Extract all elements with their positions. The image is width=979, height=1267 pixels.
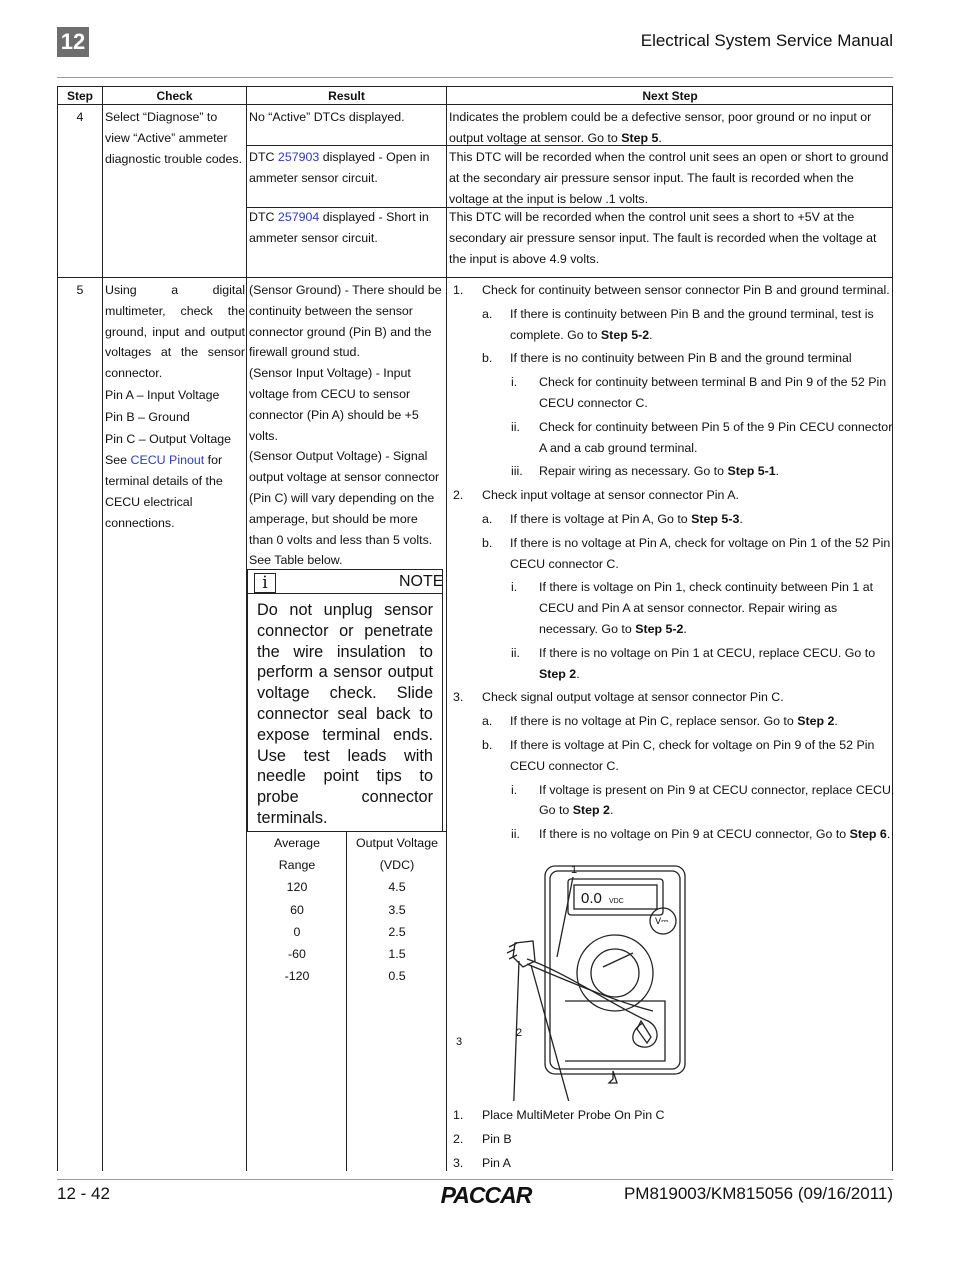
multimeter-figure xyxy=(453,861,693,1101)
next-step-marker: a. xyxy=(482,306,493,321)
dtc-257903-link[interactable]: 257903 xyxy=(277,150,320,164)
pin-b-label: Pin B – Ground xyxy=(105,409,190,424)
next-step-item xyxy=(449,780,895,822)
callout-2: 2 xyxy=(516,1027,523,1039)
next-step-marker: b. xyxy=(482,535,493,550)
header-result: Result xyxy=(328,89,365,103)
next-step-item xyxy=(449,735,895,777)
next-step-text: If there is voltage at Pin A, Go to Step 5-3. xyxy=(510,511,743,526)
sensor-output-result: (Sensor Output Voltage) - Signal output voltage at sensor connector (Pin C) will vary depending on the amperage, but should be more than 0 volts and less than 5 volts. See Table below. xyxy=(249,449,440,568)
footer-divider xyxy=(57,1179,893,1180)
pin-c-label: Pin C – Output Voltage xyxy=(105,431,232,446)
voltage-mode-label: V⎓ xyxy=(655,917,669,927)
step-4-result-1: No “Active” DTCs displayed. xyxy=(249,110,405,124)
vdc-header-line-1: Output Voltage xyxy=(356,836,438,850)
step-4-next-3: This DTC will be recorded when the control unit sees a short to +5V at the secondary air pressure sensor input. The fault is recorded when the voltage at the input is above 4.9 volts. xyxy=(449,210,877,266)
next-step-marker: b. xyxy=(482,737,493,752)
next-step-text: Repair wiring as necessary. Go to Step 5-1. xyxy=(539,464,780,479)
next-step-text: Check for continuity between sensor connector Pin B and ground terminal. xyxy=(482,283,890,297)
next-step-text: If there is no voltage on Pin 9 at CECU connector, Go to Step 6. xyxy=(539,827,891,842)
page-number: 12 - 42 xyxy=(57,1184,110,1203)
next-step-marker: 1. xyxy=(453,283,464,297)
chapter-number-badge: 12 xyxy=(57,27,89,57)
step-4-result-2: DTC 257903 displayed - Open in ammeter sensor circuit. xyxy=(249,150,430,185)
document-reference: PM819003/KM815056 (09/16/2011) xyxy=(623,1184,893,1203)
note-box xyxy=(247,569,443,832)
next-step-marker: ii. xyxy=(511,419,520,434)
column-divider xyxy=(446,87,447,1171)
note-label: NOTE xyxy=(399,573,444,590)
next-step-marker: ii. xyxy=(511,645,520,660)
note-header xyxy=(248,570,442,594)
next-step-marker: 2. xyxy=(453,488,464,503)
next-step-item xyxy=(449,372,895,414)
range-header-line-2: Range xyxy=(278,858,316,873)
next-step-marker: iii. xyxy=(511,464,523,479)
next-step-item xyxy=(449,304,895,346)
range-value: 120 xyxy=(286,880,308,895)
next-step-item xyxy=(449,824,895,845)
header-check: Check xyxy=(156,89,193,103)
row-divider xyxy=(58,277,892,278)
next-step-marker: a. xyxy=(482,714,493,729)
svg-text:PACCAR: PACCAR xyxy=(440,1182,532,1208)
step-reference: Step 2 xyxy=(539,666,577,681)
callout-line-1 xyxy=(557,877,573,957)
diagnostic-table xyxy=(57,86,893,1171)
note-text: Do not unplug sensor connector or penetrate the wire insulation to perform a sensor output voltage check. Slide connector seal back to expose terminal ends. Use test leads with needle point tips to probe connector terminals. xyxy=(257,601,433,827)
step-reference: Step 5-2 xyxy=(600,327,650,342)
callout-1: 1 xyxy=(571,864,578,876)
step-5-check xyxy=(105,280,245,534)
pin-a-label: Pin A – Input Voltage xyxy=(105,387,220,402)
next-step-item xyxy=(449,711,895,732)
header-step: Step xyxy=(66,89,93,103)
callout-line-2 xyxy=(531,965,572,1101)
dtc-257904-link[interactable]: 257904 xyxy=(277,210,320,224)
range-value: -120 xyxy=(284,969,310,984)
column-divider xyxy=(102,87,103,1171)
next-step-text: Check for continuity between terminal B and Pin 9 of the 52 Pin CECU connector C. xyxy=(539,375,887,410)
range-value: 60 xyxy=(290,902,304,917)
next-step-item xyxy=(449,687,895,708)
next-step-text: If there is voltage on Pin 1, check continuity between Pin 1 at CECU and Pin A at sensor connector. Repair wiring as necessary. Go to Step 5-2. xyxy=(539,580,874,636)
step-4-next-2: This DTC will be recorded when the control unit sees an open or short to ground at the secondary air pressure sensor input. The fault is recorded when the voltage at the input is below .1 volts. xyxy=(449,150,889,206)
step-reference: Step 2 xyxy=(572,803,610,818)
manual-title: Electrical System Service Manual xyxy=(640,31,893,50)
step-5-results xyxy=(249,280,445,571)
step-reference: Step 5-1 xyxy=(727,464,776,479)
range-value: -60 xyxy=(288,947,306,962)
next-step-item xyxy=(449,461,895,482)
step-4-result-3: DTC 257904 displayed - Short in ammeter sensor circuit. xyxy=(249,210,429,245)
step-5-next-steps xyxy=(449,280,895,848)
legend-item: 1. Place MultiMeter Probe On Pin C xyxy=(453,1108,665,1122)
header-divider xyxy=(57,77,893,78)
next-step-text: If there is no voltage on Pin 1 at CECU, replace CECU. Go to Step 2. xyxy=(539,645,876,681)
range-value: 0 xyxy=(293,924,301,939)
next-step-item xyxy=(449,485,895,506)
legend-item: 2. Pin B xyxy=(453,1131,512,1146)
next-step-marker: ii. xyxy=(511,827,520,842)
cecu-pinout-reference: See CECU Pinout for terminal details of the CECU electrical connections. xyxy=(105,453,223,530)
header-next-step: Next Step xyxy=(642,89,698,103)
cecu-pinout-link[interactable]: CECU Pinout xyxy=(130,453,205,468)
sensor-input-result: (Sensor Input Voltage) - Input voltage from CECU to sensor connector (Pin A) should be +5 volts. xyxy=(249,366,419,443)
step-5-check-intro: Using a digital multimeter, check the ground, input and output voltages at the sensor connector. xyxy=(105,283,245,381)
voltage-table-range-column xyxy=(247,832,347,987)
vdc-value: 2.5 xyxy=(388,924,406,939)
next-step-item xyxy=(449,280,895,301)
figure-legend xyxy=(449,1105,889,1176)
step-reference: Step 5-3 xyxy=(691,511,740,526)
next-step-text: If there is voltage at Pin C, check for voltage on Pin 9 of the 52 Pin CECU connector C. xyxy=(510,737,875,773)
next-step-item xyxy=(449,533,895,575)
range-header-line-1: Average xyxy=(274,836,320,850)
sensor-ground-result: (Sensor Ground) - There should be continuity between the sensor connector ground (Pin B) and the firewall ground stud. xyxy=(249,283,442,360)
step-reference: Step 5-2 xyxy=(635,621,684,636)
next-step-item xyxy=(449,643,895,685)
callout-3: 3 xyxy=(456,1036,463,1048)
next-step-marker: b. xyxy=(482,351,493,366)
next-step-text: Check signal output voltage at sensor connector Pin C. xyxy=(482,690,784,705)
next-step-text: If voltage is present on Pin 9 at CECU connector, replace CECU. Go to Step 2. xyxy=(539,782,895,818)
next-step-marker: 3. xyxy=(453,690,464,705)
step-reference: Step 6 xyxy=(849,827,887,842)
vdc-value: 4.5 xyxy=(388,880,406,895)
next-step-text: If there is no voltage at Pin C, replace sensor. Go to Step 2. xyxy=(510,714,838,729)
legend-item: 3. Pin A xyxy=(453,1155,511,1170)
next-step-item xyxy=(449,348,895,369)
step-5-number: 5 xyxy=(76,283,84,297)
info-icon: i xyxy=(254,573,276,593)
next-step-text: If there is no voltage at Pin A, check for voltage on Pin 1 of the 52 Pin CECU connector C. xyxy=(510,535,891,571)
next-step-marker: i. xyxy=(511,580,518,595)
voltage-table-vdc-column xyxy=(347,832,447,987)
next-step-item xyxy=(449,577,895,639)
paccar-logo xyxy=(433,1181,539,1209)
next-step-text: If there is no continuity between Pin B and the ground terminal xyxy=(510,351,852,366)
step-4-next-1: Indicates the problem could be a defective sensor, poor ground or no input or output voltage at sensor. Go to Step 5. xyxy=(449,110,872,145)
next-step-text: If there is continuity between Pin B and the ground terminal, test is complete. Go to Step 5-2. xyxy=(510,306,874,342)
next-step-marker: i. xyxy=(511,782,518,797)
next-step-marker: a. xyxy=(482,511,493,526)
vdc-value: 3.5 xyxy=(388,902,406,917)
sensor-connector xyxy=(513,941,535,967)
vdc-value: 1.5 xyxy=(388,947,406,962)
next-step-text: Check for continuity between Pin 5 of the 9 Pin CECU connector A and a cab ground terminal. xyxy=(539,419,893,455)
next-step-item xyxy=(449,509,895,530)
vdc-header-line-2: (VDC) xyxy=(379,858,415,873)
display-reading: 0.0 xyxy=(581,890,602,907)
next-step-text: Check input voltage at sensor connector Pin A. xyxy=(482,488,739,503)
display-unit: VDC xyxy=(609,898,624,905)
step-reference: Step 2 xyxy=(797,714,835,729)
vdc-value: 0.5 xyxy=(388,969,406,984)
step-4-number: 4 xyxy=(76,110,84,124)
next-step-item xyxy=(449,417,895,459)
row-divider xyxy=(58,104,892,105)
next-step-marker: i. xyxy=(511,375,518,390)
step-4-check: Select “Diagnose” to view “Active” ammeter diagnostic trouble codes. xyxy=(105,110,243,166)
